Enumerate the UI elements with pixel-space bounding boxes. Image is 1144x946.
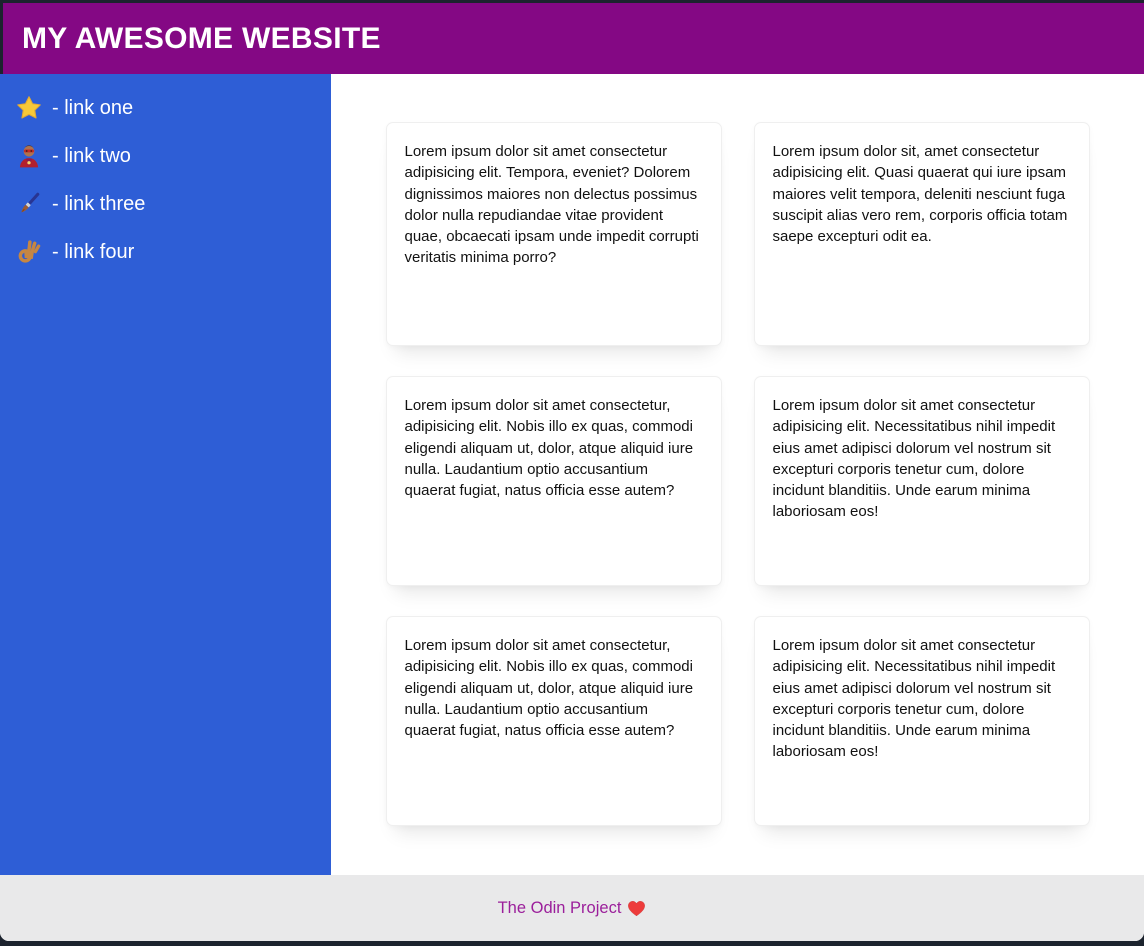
card <box>754 616 1090 826</box>
card-text: Lorem ipsum dolor sit amet consectetur, adipisicing elit. Nobis illo ex quas, commodi eligendi aliquam ut, dolor, atque aliquid iure nulla. Laudantium optio accusantium quaerat fugiat, natus officia esse autem? <box>404 637 694 740</box>
card-text: Lorem ipsum dolor sit amet consectetur adipisicing elit. Necessitatibus nihil impedit eius amet adipisci dolorum vel nostrum sit excepturi corporis tenetur cum, dolore incidunt blanditiis. Unde earum minima laboriosam eos! <box>772 637 1056 761</box>
paintbrush-icon <box>16 191 42 217</box>
card-grid <box>386 122 1090 826</box>
sidebar <box>0 74 331 875</box>
card <box>386 122 722 346</box>
card-text: Lorem ipsum dolor sit, amet consectetur adipisicing elit. Quasi quaerat qui iure ipsam maiores velit tempora, deleniti nesciunt fuga suscipit alias vero rem, corporis officia totam saepe excepturi odit ea. <box>772 143 1068 246</box>
odin-project-link[interactable] <box>498 899 647 918</box>
content-band <box>0 74 1144 875</box>
sidebar-item-link-four[interactable] <box>16 228 321 276</box>
sidebar-item-link-two[interactable] <box>16 132 321 180</box>
card <box>386 376 722 586</box>
card-text: Lorem ipsum dolor sit amet consectetur, adipisicing elit. Nobis illo ex quas, commodi eligendi aliquam ut, dolor, atque aliquid iure nulla. Laudantium optio accusantium quaerat fugiat, natus officia esse autem? <box>404 397 694 500</box>
superhero-icon <box>16 143 42 169</box>
odin-project-link-label: The Odin Project <box>497 898 622 917</box>
card-text: Lorem ipsum dolor sit amet consectetur adipisicing elit. Necessitatibus nihil impedit eius amet adipisci dolorum vel nostrum sit excepturi corporis tenetur cum, dolore incidunt blanditiis. Unde earum minima laboriosam eos! <box>772 397 1056 521</box>
site-footer <box>0 875 1144 941</box>
card <box>754 122 1090 346</box>
sidebar-item-link-one[interactable] <box>16 84 321 132</box>
card <box>386 616 722 826</box>
ok-hand-icon <box>16 239 42 265</box>
page-title: MY AWESOME WEBSITE <box>22 21 381 55</box>
sidebar-item-label: - link two <box>52 144 131 167</box>
sidebar-item-label: - link four <box>52 240 135 263</box>
browser-viewport <box>0 3 1144 941</box>
star-icon <box>16 95 42 121</box>
card-text: Lorem ipsum dolor sit amet consectetur adipisicing elit. Tempora, eveniet? Dolorem dignissimos maiores non delectus possimus dolor nulla repudiandae vitae provident quae, obcaecati ipsam unde impedit corrupti veritatis minima porro? <box>404 143 699 267</box>
sidebar-item-label: - link three <box>52 192 146 215</box>
site-header <box>0 3 1144 74</box>
red-heart-icon <box>627 899 646 918</box>
sidebar-item-label: - link one <box>52 96 134 119</box>
main-content <box>331 74 1144 875</box>
sidebar-item-link-three[interactable] <box>16 180 321 228</box>
card <box>754 376 1090 586</box>
